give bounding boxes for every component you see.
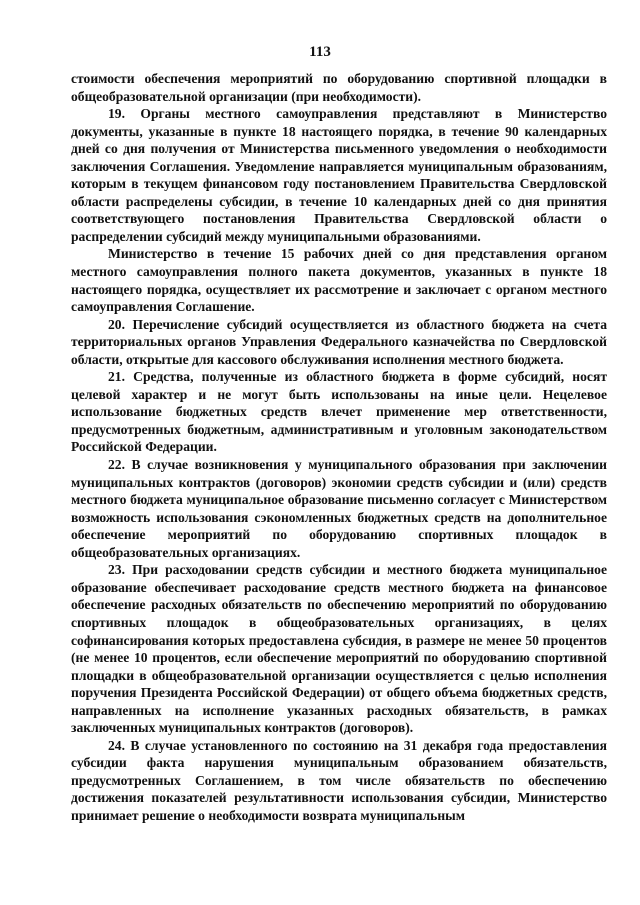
page-number: 113	[309, 44, 331, 60]
paragraph-19-ministry: Министерство в течение 15 рабочих дней со дня представления органом местного самоуправления полного пакета документов, указанных в пункте 18 настоящего порядка, осуществляет их рассмотрение и заключает с органом местного самоуправления Соглашение.	[71, 246, 607, 315]
paragraph-23: 23. При расходовании средств субсидии и местного бюджета муниципальное образование обеспечивает расходование средств местного бюджета на финансовое обеспечение расходных обязательств по обеспечению мероприятий по оборудованию спортивных площадок в общеобразовательных организациях, в целях софинансирования которых предоставлена субсидия, в размере не менее 50 процентов (не менее 10 процентов, если обеспечение мероприятий по оборудованию спортивной площадки в общеобразовательной организации осуществляется с целью исполнения поручения Президента Российской Федерации) от общего объема бюджетных средств, направленных на исполнение указанных расходных обязательств, в рамках заключенных муниципальных контрактов (договоров).	[71, 562, 607, 736]
document-body	[71, 70, 607, 825]
paragraph-19: 19. Органы местного самоуправления представляют в Министерство документы, указанные в пункте 18 настоящего порядка, в течение 90 календарных дней со дня получения от Министерства письменного уведомления о необходимости заключения Соглашения. Уведомление направляется муниципальным образованиям, которым в текущем финансовом году постановлением Правительства Свердловской области распределены субсидии, в течение 10 календарных дней со дня принятия соответствующего постановления Правительства Свердловской области о распределении субсидий между муниципальными образованиями.	[71, 106, 607, 244]
paragraph-continued: стоимости обеспечения мероприятий по оборудованию спортивной площадки в общеобразовательной организации (при необходимости).	[71, 71, 607, 104]
paragraph-20: 20. Перечисление субсидий осуществляется из областного бюджета на счета территориальных органов Управления Федерального казначейства по Свердловской области, открытые для кассового обслуживания исполнения местного бюджета.	[71, 316, 607, 367]
paragraph-24: 24. В случае установленного по состоянию на 31 декабря года предоставления субсидии факта нарушения муниципальным образованием обязательств, предусмотренных Соглашением, в том числе обязательств по обеспечению достижения показателей результативности использования субсидии, Министерство принимает решение о необходимости возврата муниципальным	[71, 737, 607, 823]
paragraph-21: 21. Средства, полученные из областного бюджета в форме субсидий, носят целевой характер и не могут быть использованы на иные цели. Нецелевое использование бюджетных средств влечет применение мер ответственности, предусмотренных бюджетным, административным и уголовным законодательством Российской Федерации.	[71, 369, 607, 455]
paragraph-22: 22. В случае возникновения у муниципального образования при заключении муниципальных контрактов (договоров) экономии средств субсидии и (или) средств местного бюджета муниципальное образование письменно согласует с Министерством возможность использования сэкономленных бюджетных средств на дополнительное обеспечение мероприятий по оборудованию спортивных площадок в общеобразовательных организациях.	[71, 457, 607, 560]
